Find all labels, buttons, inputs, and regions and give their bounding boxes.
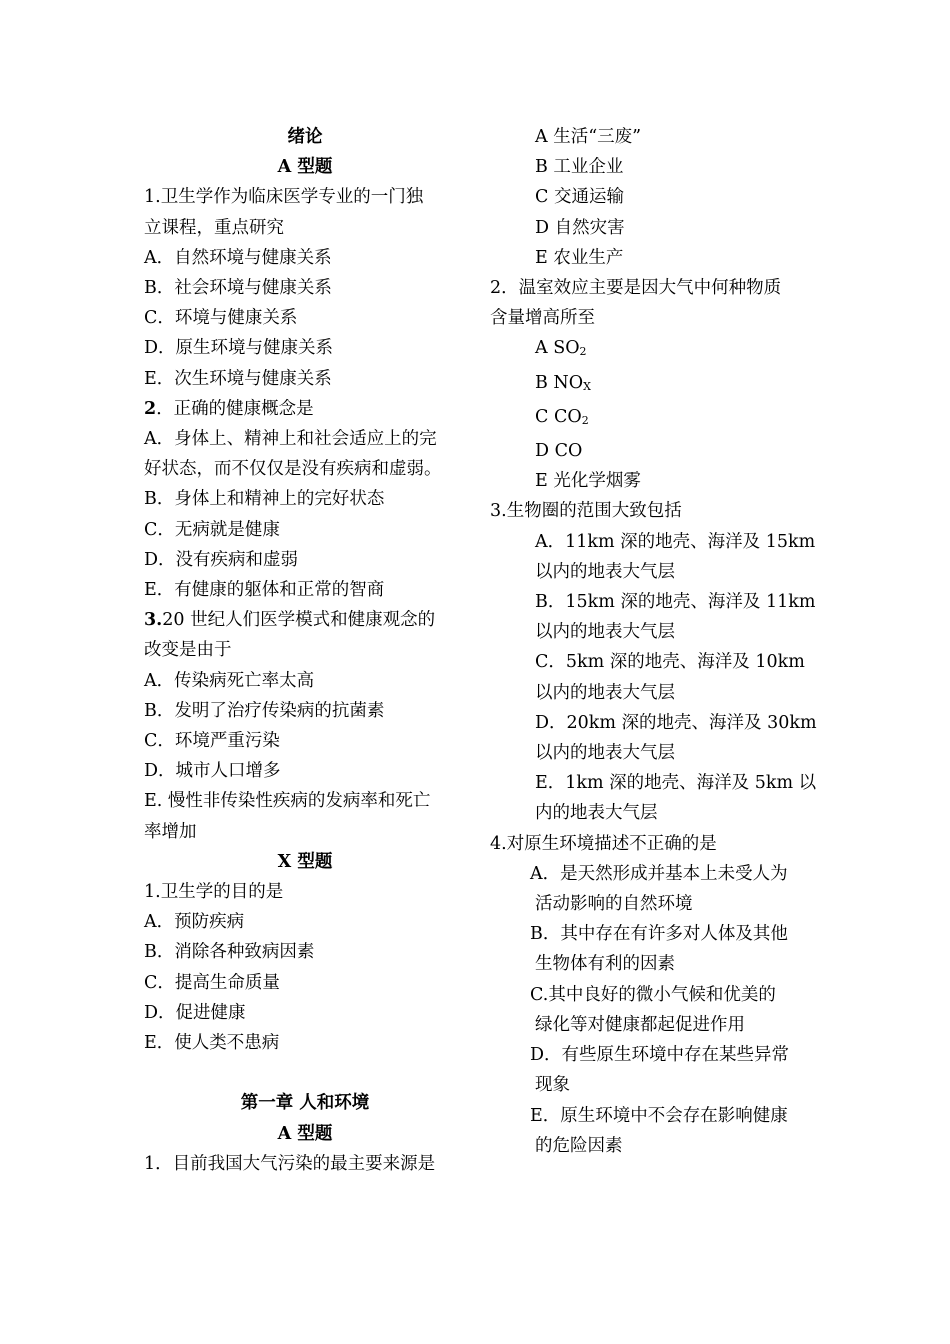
subscript: 2 — [581, 413, 589, 427]
question-1-line-2: 立课程，重点研究 — [144, 217, 284, 238]
option-b: B 工业企业 — [535, 157, 624, 178]
option-b: B．身体上和精神上的完好状态 — [144, 489, 385, 510]
option-text: C CO — [535, 406, 582, 427]
option-c-line-1: C.其中良好的微小气候和优美的 — [530, 984, 776, 1005]
option-c: C．提高生命质量 — [144, 972, 280, 993]
question-type-heading: A 型题 — [277, 1123, 333, 1144]
option-c: C．无病就是健康 — [144, 519, 280, 540]
question-number: 2 — [144, 398, 157, 419]
option-a: A．传染病死亡率太高 — [144, 670, 315, 691]
option-b-line-1: B．15km 深的地壳、海洋及 11km — [535, 592, 816, 613]
option-b-line-1: B．其中存在有许多对人体及其他 — [530, 924, 788, 945]
option-b-line-2: 生物体有利的因素 — [535, 954, 675, 975]
option-e-line-2: 的危险因素 — [535, 1135, 623, 1156]
option-e-line-1: E．1km 深的地壳、海洋及 5km 以 — [535, 773, 817, 794]
option-text: B NO — [535, 372, 584, 393]
option-a-line-2: 活动影响的自然环境 — [535, 894, 693, 915]
question-text: 20 世纪人们医学模式和健康观念的 — [162, 610, 436, 631]
question-type-heading: X 型题 — [277, 851, 333, 872]
option-e: E 农业生产 — [535, 247, 624, 268]
option-c: C．环境严重污染 — [144, 731, 280, 752]
option-a: A．预防疾病 — [144, 912, 245, 933]
option-b: B．发明了治疗传染病的抗菌素 — [144, 700, 385, 721]
option-d-line-1: D．有些原生环境中存在某些异常 — [530, 1045, 790, 1066]
option-e: E．次生环境与健康关系 — [144, 368, 332, 389]
option-d-line-2: 现象 — [535, 1075, 570, 1096]
spacer — [144, 1058, 466, 1088]
left-column — [144, 122, 466, 1179]
option-a-line-1: A．11km 深的地壳、海洋及 15km — [535, 531, 816, 552]
option-c: C．环境与健康关系 — [144, 308, 298, 329]
option-a-line-2: 以内的地表大气层 — [535, 561, 675, 582]
right-column — [490, 122, 817, 1161]
question-3: 3.生物圈的范围大致包括 — [490, 501, 682, 522]
question-3-line-2: 改变是由于 — [144, 640, 232, 661]
option-e: E．有健康的躯体和正常的智商 — [144, 580, 385, 601]
subscript: 2 — [579, 345, 587, 359]
question-4: 4.对原生环境描述不正确的是 — [490, 833, 717, 854]
option-c-line-1: C．5km 深的地壳、海洋及 10km — [535, 652, 805, 673]
option-e-line-2: 内的地表大气层 — [535, 803, 658, 824]
option-a — [490, 333, 812, 367]
option-d: D．原生环境与健康关系 — [144, 338, 334, 359]
question-1-line-1: 1.卫生学作为临床医学专业的一门独 — [144, 187, 424, 208]
option-e: E．使人类不患病 — [144, 1033, 280, 1054]
option-c-line-2: 以内的地表大气层 — [535, 682, 675, 703]
x-question-1: 1.卫生学的目的是 — [144, 882, 284, 903]
question-2-line-1: 2．温室效应主要是因大气中何种物质 — [490, 278, 782, 299]
option-e-line-1: E．原生环境中不会存在影响健康 — [530, 1105, 788, 1126]
option-a-line-2: 好状态，而不仅仅是没有疾病和虚弱。 — [144, 459, 442, 480]
section-title: 绪论 — [287, 127, 323, 147]
question-2 — [144, 394, 466, 424]
option-c — [490, 402, 812, 436]
option-b: B．社会环境与健康关系 — [144, 278, 332, 299]
option-d: D．城市人口增多 — [144, 761, 281, 782]
question-2-line-2: 含量增高所至 — [490, 308, 595, 329]
option-e: E 光化学烟雾 — [535, 471, 641, 492]
option-text: A SO — [535, 338, 580, 359]
option-a-line-1: A．身体上、精神上和社会适应上的完 — [144, 429, 437, 450]
option-c-line-2: 绿化等对健康都起促进作用 — [535, 1014, 745, 1035]
question-type-heading: A 型题 — [277, 157, 333, 178]
option-c: C 交通运输 — [535, 187, 624, 208]
chapter-question-1: 1．目前我国大气污染的最主要来源是 — [144, 1153, 436, 1174]
option-d-line-1: D．20km 深的地壳、海洋及 30km — [535, 712, 817, 733]
option-d: D．没有疾病和虚弱 — [144, 549, 299, 570]
question-3-line-1 — [144, 605, 466, 635]
subscript: X — [583, 379, 591, 393]
option-a-line-1: A．是天然形成并基本上未受人为 — [530, 863, 788, 884]
option-d: D．促进健康 — [144, 1002, 246, 1023]
question-number: 3. — [144, 610, 163, 631]
option-a: A．自然环境与健康关系 — [144, 247, 332, 268]
option-a: A 生活“三废” — [535, 127, 642, 147]
question-text: ．正确的健康概念是 — [156, 398, 314, 419]
option-b-line-2: 以内的地表大气层 — [535, 622, 675, 643]
option-e-line-2: 率增加 — [144, 821, 197, 842]
option-b: B．消除各种致病因素 — [144, 942, 315, 963]
option-e-line-1: E. 慢性非传染性疾病的发病率和死亡 — [144, 791, 431, 812]
chapter-title: 第一章 人和环境 — [240, 1093, 370, 1114]
option-d: D CO — [535, 441, 583, 462]
option-b — [490, 368, 812, 402]
option-d: D 自然灾害 — [535, 217, 625, 238]
option-d-line-2: 以内的地表大气层 — [535, 743, 675, 764]
